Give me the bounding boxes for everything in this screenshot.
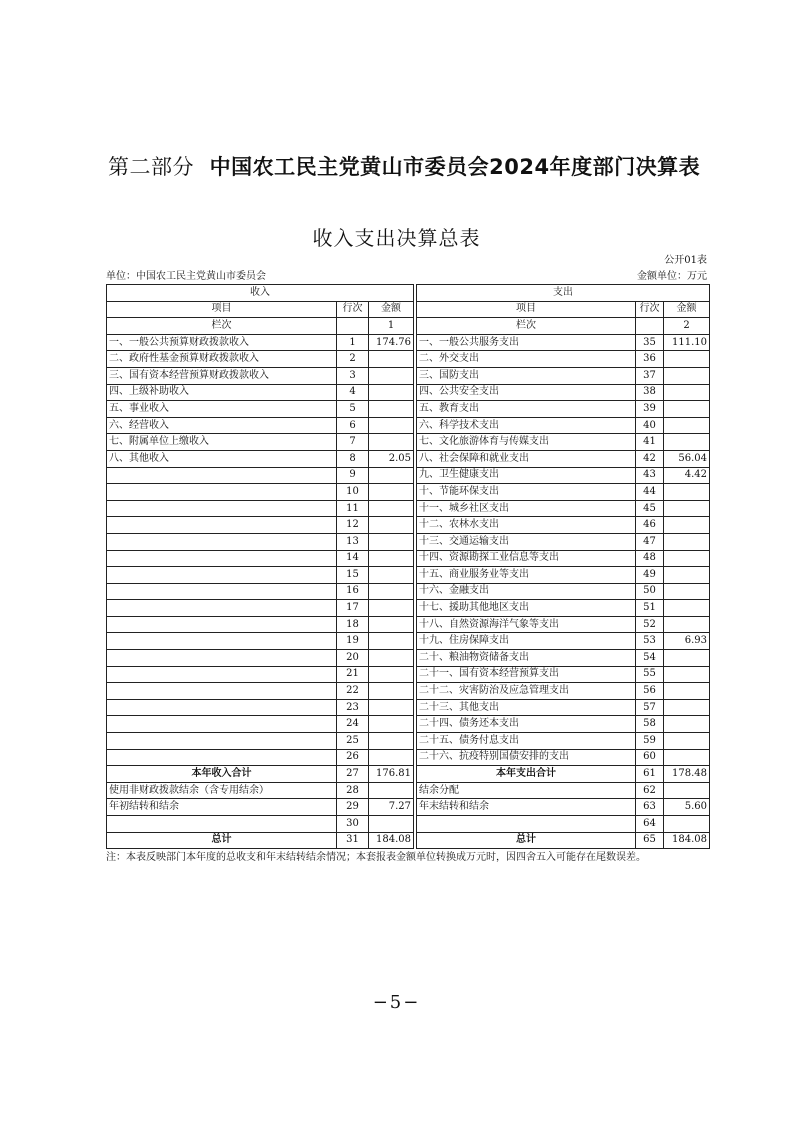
expense-rowno-cell: 44 bbox=[636, 484, 664, 501]
expense-amount-cell: 184.08 bbox=[664, 832, 710, 849]
expense-rowno-cell: 63 bbox=[636, 799, 664, 816]
income-item-cell: 使用非财政拨款结余（含专用结余） bbox=[107, 782, 337, 799]
income-amount-cell bbox=[369, 683, 414, 700]
income-item-cell bbox=[107, 650, 337, 667]
income-rowno-cell: 26 bbox=[337, 749, 369, 766]
income-amount-cell bbox=[369, 500, 414, 517]
expense-item-cell bbox=[417, 816, 636, 833]
expense-rowno-cell: 46 bbox=[636, 517, 664, 534]
income-amount-cell bbox=[369, 517, 414, 534]
expense-amount-cell bbox=[664, 484, 710, 501]
expense-amount-cell bbox=[664, 733, 710, 750]
income-rowno-cell: 28 bbox=[337, 782, 369, 799]
income-item-cell: 总计 bbox=[107, 832, 337, 849]
expense-amount-cell bbox=[664, 401, 710, 418]
income-amount-cell bbox=[369, 650, 414, 667]
income-item-cell: 本年收入合计 bbox=[107, 766, 337, 783]
income-item-cell bbox=[107, 816, 337, 833]
expense-item-cell: 十、节能环保支出 bbox=[417, 484, 636, 501]
expense-item-cell: 九、卫生健康支出 bbox=[417, 467, 636, 484]
income-rowno-cell: 30 bbox=[337, 816, 369, 833]
income-rowno-cell: 29 bbox=[337, 799, 369, 816]
expense-column-number: 2 bbox=[664, 318, 710, 335]
income-column-blank bbox=[337, 318, 369, 335]
expense-item-cell: 二十一、国有资本经营预算支出 bbox=[417, 666, 636, 683]
income-amount-cell: 176.81 bbox=[369, 766, 414, 783]
table-row bbox=[107, 666, 710, 683]
income-item-cell bbox=[107, 749, 337, 766]
income-rowno-cell: 27 bbox=[337, 766, 369, 783]
table-row bbox=[107, 766, 710, 783]
expense-item-cell: 三、国防支出 bbox=[417, 367, 636, 384]
table-body bbox=[107, 334, 710, 848]
expense-rowno-cell: 61 bbox=[636, 766, 664, 783]
table-row bbox=[107, 550, 710, 567]
expense-amount-cell bbox=[664, 683, 710, 700]
expense-item-cell: 十一、城乡社区支出 bbox=[417, 500, 636, 517]
table-row bbox=[107, 434, 710, 451]
expense-item-cell: 六、科学技术支出 bbox=[417, 417, 636, 434]
expense-item-cell: 本年支出合计 bbox=[417, 766, 636, 783]
expense-rowno-cell: 53 bbox=[636, 633, 664, 650]
expense-amount-cell: 178.48 bbox=[664, 766, 710, 783]
expense-amount-cell: 56.04 bbox=[664, 450, 710, 467]
income-rowno-cell: 23 bbox=[337, 699, 369, 716]
expense-amount-cell bbox=[664, 616, 710, 633]
income-item-cell bbox=[107, 733, 337, 750]
part-title-text: 中国农工民主党黄山市委员会2024年度部门决算表 bbox=[209, 155, 701, 179]
income-rowno-cell: 14 bbox=[337, 550, 369, 567]
expense-item-cell: 年末结转和结余 bbox=[417, 799, 636, 816]
income-item-cell: 年初结转和结余 bbox=[107, 799, 337, 816]
table-row bbox=[107, 401, 710, 418]
expense-item-header: 项目 bbox=[417, 301, 636, 318]
form-code: 公开01表 bbox=[664, 255, 707, 266]
expense-item-cell: 二十五、债务付息支出 bbox=[417, 733, 636, 750]
expense-amount-cell bbox=[664, 517, 710, 534]
income-amount-cell bbox=[369, 716, 414, 733]
expense-item-cell: 十八、自然资源海洋气象等支出 bbox=[417, 616, 636, 633]
table-row bbox=[107, 650, 710, 667]
expense-rowno-cell: 52 bbox=[636, 616, 664, 633]
income-item-cell bbox=[107, 517, 337, 534]
expense-item-cell: 十二、农林水支出 bbox=[417, 517, 636, 534]
income-rowno-header: 行次 bbox=[337, 301, 369, 318]
expense-rowno-cell: 40 bbox=[636, 417, 664, 434]
income-amount-cell bbox=[369, 401, 414, 418]
expense-item-cell: 十六、金融支出 bbox=[417, 583, 636, 600]
expense-rowno-cell: 54 bbox=[636, 650, 664, 667]
income-amount-cell bbox=[369, 583, 414, 600]
income-item-cell bbox=[107, 550, 337, 567]
expense-item-cell: 二十三、其他支出 bbox=[417, 699, 636, 716]
page-number: −5− bbox=[372, 992, 421, 1013]
expense-section-header: 支出 bbox=[417, 285, 710, 302]
expense-item-cell: 五、教育支出 bbox=[417, 401, 636, 418]
income-rowno-cell: 1 bbox=[337, 334, 369, 351]
table-row bbox=[107, 832, 710, 849]
table-row bbox=[107, 517, 710, 534]
expense-amount-cell bbox=[664, 600, 710, 617]
table-row bbox=[107, 699, 710, 716]
income-rowno-cell: 22 bbox=[337, 683, 369, 700]
income-amount-cell bbox=[369, 733, 414, 750]
income-item-cell: 一、一般公共预算财政拨款收入 bbox=[107, 334, 337, 351]
income-column-label: 栏次 bbox=[107, 318, 337, 335]
income-rowno-cell: 13 bbox=[337, 533, 369, 550]
income-rowno-cell: 17 bbox=[337, 600, 369, 617]
income-rowno-cell: 6 bbox=[337, 417, 369, 434]
income-item-cell bbox=[107, 467, 337, 484]
expense-rowno-cell: 60 bbox=[636, 749, 664, 766]
expense-rowno-header: 行次 bbox=[636, 301, 664, 318]
income-amount-cell bbox=[369, 600, 414, 617]
income-item-cell bbox=[107, 484, 337, 501]
income-rowno-cell: 24 bbox=[337, 716, 369, 733]
income-column-number: 1 bbox=[369, 318, 414, 335]
income-rowno-cell: 20 bbox=[337, 650, 369, 667]
income-rowno-cell: 21 bbox=[337, 666, 369, 683]
expense-item-cell: 二十六、抗疫特别国债安排的支出 bbox=[417, 749, 636, 766]
income-amount-cell bbox=[369, 616, 414, 633]
expense-item-cell: 十五、商业服务业等支出 bbox=[417, 567, 636, 584]
income-amount-cell bbox=[369, 434, 414, 451]
expense-amount-cell: 4.42 bbox=[664, 467, 710, 484]
expense-amount-cell: 111.10 bbox=[664, 334, 710, 351]
table-row bbox=[107, 816, 710, 833]
expense-rowno-cell: 43 bbox=[636, 467, 664, 484]
income-item-cell bbox=[107, 600, 337, 617]
expense-amount-cell bbox=[664, 699, 710, 716]
expense-rowno-cell: 36 bbox=[636, 351, 664, 368]
expense-rowno-cell: 65 bbox=[636, 832, 664, 849]
income-amount-cell: 174.76 bbox=[369, 334, 414, 351]
expense-rowno-cell: 42 bbox=[636, 450, 664, 467]
income-amount-cell bbox=[369, 367, 414, 384]
expense-rowno-cell: 45 bbox=[636, 500, 664, 517]
expense-amount-cell bbox=[664, 716, 710, 733]
expense-item-cell: 十九、住房保障支出 bbox=[417, 633, 636, 650]
expense-amount-cell bbox=[664, 583, 710, 600]
income-amount-cell bbox=[369, 782, 414, 799]
footnote: 注：本表反映部门本年度的总收支和年末结转结余情况；本套报表金额单位转换成万元时，因四舍五入可能存在尾数误差。 bbox=[106, 852, 646, 863]
expense-item-cell: 总计 bbox=[417, 832, 636, 849]
header-row-sections bbox=[107, 285, 710, 302]
expense-item-cell: 二、外交支出 bbox=[417, 351, 636, 368]
income-item-cell: 四、上级补助收入 bbox=[107, 384, 337, 401]
table-row bbox=[107, 633, 710, 650]
income-item-cell: 三、国有资本经营预算财政拨款收入 bbox=[107, 367, 337, 384]
table-row bbox=[107, 600, 710, 617]
expense-item-cell: 一、一般公共服务支出 bbox=[417, 334, 636, 351]
income-amount-cell bbox=[369, 550, 414, 567]
income-rowno-cell: 9 bbox=[337, 467, 369, 484]
table-row bbox=[107, 683, 710, 700]
income-rowno-cell: 7 bbox=[337, 434, 369, 451]
expense-amount-cell: 5.60 bbox=[664, 799, 710, 816]
income-rowno-cell: 31 bbox=[337, 832, 369, 849]
income-item-cell bbox=[107, 533, 337, 550]
income-amount-cell: 184.08 bbox=[369, 832, 414, 849]
expense-item-cell: 二十四、债务还本支出 bbox=[417, 716, 636, 733]
income-item-cell bbox=[107, 666, 337, 683]
table-row bbox=[107, 467, 710, 484]
income-rowno-cell: 8 bbox=[337, 450, 369, 467]
income-amount-cell: 2.05 bbox=[369, 450, 414, 467]
income-item-cell bbox=[107, 716, 337, 733]
table-title: 收入支出决算总表 bbox=[312, 226, 481, 250]
table-row bbox=[107, 417, 710, 434]
income-amount-header: 金额 bbox=[369, 301, 414, 318]
income-rowno-cell: 2 bbox=[337, 351, 369, 368]
table-row bbox=[107, 484, 710, 501]
expense-rowno-cell: 48 bbox=[636, 550, 664, 567]
expense-amount-cell bbox=[664, 384, 710, 401]
income-amount-cell bbox=[369, 749, 414, 766]
income-item-cell bbox=[107, 500, 337, 517]
income-amount-cell bbox=[369, 484, 414, 501]
expense-item-cell: 十七、援助其他地区支出 bbox=[417, 600, 636, 617]
income-expense-table bbox=[106, 284, 710, 849]
income-item-cell bbox=[107, 699, 337, 716]
income-amount-cell bbox=[369, 533, 414, 550]
expense-rowno-cell: 41 bbox=[636, 434, 664, 451]
expense-rowno-cell: 59 bbox=[636, 733, 664, 750]
expense-amount-cell bbox=[664, 567, 710, 584]
expense-amount-cell bbox=[664, 533, 710, 550]
table-row bbox=[107, 384, 710, 401]
income-item-header: 项目 bbox=[107, 301, 337, 318]
expense-item-cell: 十四、资源勘探工业信息等支出 bbox=[417, 550, 636, 567]
income-rowno-cell: 19 bbox=[337, 633, 369, 650]
income-rowno-cell: 12 bbox=[337, 517, 369, 534]
part-label: 第二部分 bbox=[108, 155, 194, 179]
expense-column-blank bbox=[636, 318, 664, 335]
expense-item-cell: 十三、交通运输支出 bbox=[417, 533, 636, 550]
income-amount-cell bbox=[369, 467, 414, 484]
expense-rowno-cell: 62 bbox=[636, 782, 664, 799]
expense-amount-cell: 6.93 bbox=[664, 633, 710, 650]
income-section-header: 收入 bbox=[107, 285, 414, 302]
income-item-cell bbox=[107, 616, 337, 633]
unit-label: 单位：中国农工民主党黄山市委员会 bbox=[106, 271, 266, 282]
income-item-cell: 七、附属单位上缴收入 bbox=[107, 434, 337, 451]
income-rowno-cell: 16 bbox=[337, 583, 369, 600]
expense-item-cell: 二十、粮油物资储备支出 bbox=[417, 650, 636, 667]
income-item-cell bbox=[107, 633, 337, 650]
expense-rowno-cell: 47 bbox=[636, 533, 664, 550]
expense-rowno-cell: 37 bbox=[636, 367, 664, 384]
table-row bbox=[107, 334, 710, 351]
income-rowno-cell: 5 bbox=[337, 401, 369, 418]
table-row bbox=[107, 500, 710, 517]
income-amount-cell bbox=[369, 666, 414, 683]
expense-rowno-cell: 51 bbox=[636, 600, 664, 617]
expense-amount-cell bbox=[664, 434, 710, 451]
table-row bbox=[107, 450, 710, 467]
income-amount-cell: 7.27 bbox=[369, 799, 414, 816]
header-row-columns bbox=[107, 301, 710, 318]
income-amount-cell bbox=[369, 417, 414, 434]
table-row bbox=[107, 733, 710, 750]
table-row bbox=[107, 583, 710, 600]
expense-rowno-cell: 35 bbox=[636, 334, 664, 351]
expense-amount-cell bbox=[664, 550, 710, 567]
income-rowno-cell: 25 bbox=[337, 733, 369, 750]
expense-item-cell: 七、文化旅游体育与传媒支出 bbox=[417, 434, 636, 451]
income-item-cell: 五、事业收入 bbox=[107, 401, 337, 418]
expense-amount-cell bbox=[664, 666, 710, 683]
table-row bbox=[107, 749, 710, 766]
expense-item-cell: 二十二、灾害防治及应急管理支出 bbox=[417, 683, 636, 700]
amount-unit: 金额单位：万元 bbox=[637, 271, 707, 282]
income-rowno-cell: 15 bbox=[337, 567, 369, 584]
expense-rowno-cell: 56 bbox=[636, 683, 664, 700]
table-row bbox=[107, 716, 710, 733]
expense-item-cell: 结余分配 bbox=[417, 782, 636, 799]
expense-item-cell: 四、公共安全支出 bbox=[417, 384, 636, 401]
expense-rowno-cell: 55 bbox=[636, 666, 664, 683]
expense-amount-cell bbox=[664, 351, 710, 368]
income-rowno-cell: 4 bbox=[337, 384, 369, 401]
expense-amount-cell bbox=[664, 782, 710, 799]
expense-rowno-cell: 50 bbox=[636, 583, 664, 600]
income-rowno-cell: 18 bbox=[337, 616, 369, 633]
income-item-cell bbox=[107, 683, 337, 700]
income-item-cell: 六、经营收入 bbox=[107, 417, 337, 434]
expense-amount-header: 金额 bbox=[664, 301, 710, 318]
table-row bbox=[107, 533, 710, 550]
expense-item-cell: 八、社会保障和就业支出 bbox=[417, 450, 636, 467]
table-row bbox=[107, 616, 710, 633]
table-row bbox=[107, 799, 710, 816]
expense-column-label: 栏次 bbox=[417, 318, 636, 335]
table-row bbox=[107, 351, 710, 368]
expense-rowno-cell: 38 bbox=[636, 384, 664, 401]
expense-rowno-cell: 39 bbox=[636, 401, 664, 418]
expense-amount-cell bbox=[664, 816, 710, 833]
income-rowno-cell: 3 bbox=[337, 367, 369, 384]
expense-amount-cell bbox=[664, 417, 710, 434]
income-amount-cell bbox=[369, 384, 414, 401]
income-item-cell bbox=[107, 567, 337, 584]
table-row bbox=[107, 567, 710, 584]
income-item-cell bbox=[107, 583, 337, 600]
expense-rowno-cell: 58 bbox=[636, 716, 664, 733]
income-amount-cell bbox=[369, 816, 414, 833]
income-rowno-cell: 11 bbox=[337, 500, 369, 517]
income-rowno-cell: 10 bbox=[337, 484, 369, 501]
expense-rowno-cell: 64 bbox=[636, 816, 664, 833]
part-title bbox=[108, 148, 708, 186]
header-row-column-numbers bbox=[107, 318, 710, 335]
income-amount-cell bbox=[369, 567, 414, 584]
table-row bbox=[107, 367, 710, 384]
income-item-cell: 二、政府性基金预算财政拨款收入 bbox=[107, 351, 337, 368]
income-amount-cell bbox=[369, 351, 414, 368]
table-row bbox=[107, 782, 710, 799]
expense-amount-cell bbox=[664, 367, 710, 384]
income-amount-cell bbox=[369, 633, 414, 650]
expense-amount-cell bbox=[664, 749, 710, 766]
expense-amount-cell bbox=[664, 500, 710, 517]
income-item-cell: 八、其他收入 bbox=[107, 450, 337, 467]
expense-rowno-cell: 57 bbox=[636, 699, 664, 716]
income-amount-cell bbox=[369, 699, 414, 716]
expense-rowno-cell: 49 bbox=[636, 567, 664, 584]
expense-amount-cell bbox=[664, 650, 710, 667]
